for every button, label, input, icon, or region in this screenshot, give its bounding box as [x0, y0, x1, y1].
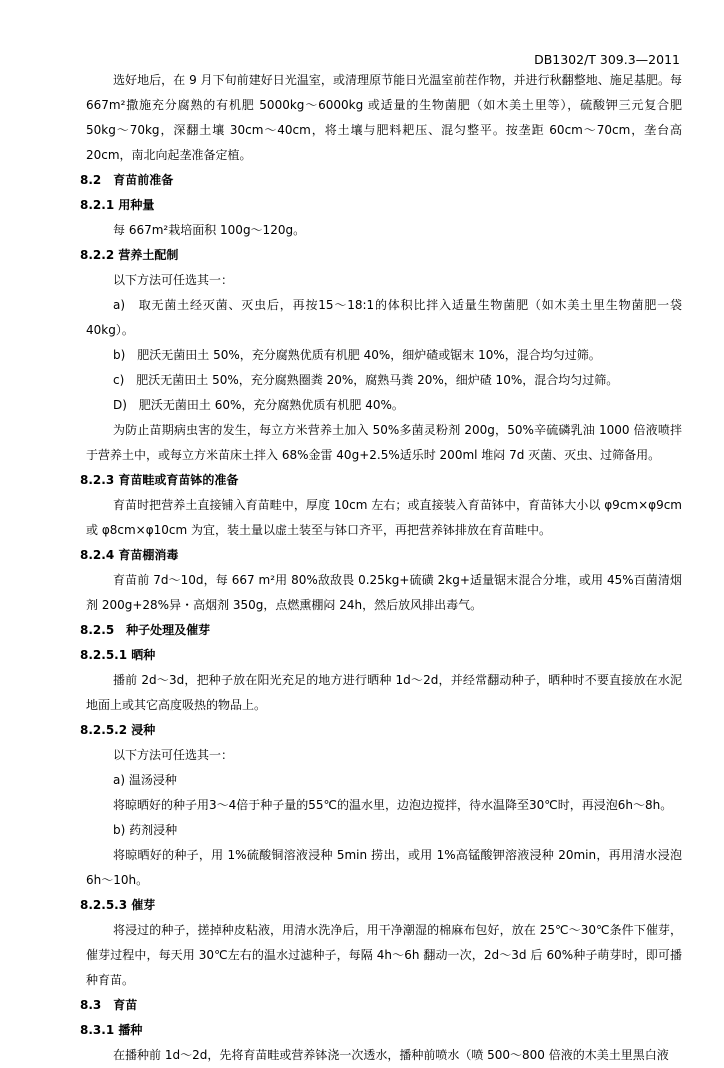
subsection-heading: 8.2.5 种子处理及催芽: [80, 623, 211, 637]
subsection-heading: 8.2.5.1 晒种: [80, 648, 156, 662]
subsection-heading: 8.2.3 育苗畦或育苗钵的准备: [80, 473, 239, 487]
paragraph: 以下方法可任选其一：: [113, 748, 234, 762]
paragraph: 为防止苗期病虫害的发生，每立方米营养土加入 50%多菌灵粉剂 200g，50%辛硫磷乳油 1000 倍液喷拌于营养土中，或每立方米苗床土拌入 68%金雷 40g+2.5%适乐时 200ml 堆闷 7d 灭菌、灭虫、过筛备用。: [86, 423, 682, 462]
paragraph: 选好地后，在 9 月下旬前建好日光温室，或清理原节能日光温室前茬作物，并进行秋翻整地、施足基肥。每 667m²撒施充分腐熟的有机肥 5000kg～6000kg 或适量的生物菌肥（如木美土里等），硫酸钾三元复合肥 50kg～70kg，深翻土壤 30cm～40cm，将土壤与肥料耙压、混匀整平。按垄距 60cm～70cm，垄台高 20cm，南北向起垄准备定植。: [86, 73, 682, 162]
document-body: [80, 68, 682, 1068]
document-id: DB1302/T 309.3—2011: [534, 52, 680, 67]
list-item: c) 肥沃无菌田土 50%，充分腐熟圈粪 20%，腐熟马粪 20%，细炉碴 10%，混合均匀过筛。: [113, 373, 619, 387]
list-item: a) 取无菌土经灭菌、灭虫后，再按15～18:1的体积比拌入适量生物菌肥（如木美土里生物菌肥一袋40kg）。: [86, 298, 682, 337]
section-heading: 8.3 育苗: [80, 998, 138, 1012]
subsection-heading: 8.2.4 育苗棚消毒: [80, 548, 179, 562]
paragraph: 将浸过的种子，搓掉种皮粘液，用清水洗净后，用干净潮湿的棉麻布包好，放在 25℃～30℃条件下催芽，催芽过程中，每天用 30℃左右的温水过滤种子，每隔 4h～6h 翻动一次，2d～3d 后 60%种子萌芽时，即可播种育苗。: [86, 923, 682, 987]
paragraph: 育苗前 7d～10d，每 667 m²用 80%敌敌畏 0.25kg+硫磺 2kg+适量锯末混合分堆，或用 45%百菌清烟剂 200g+28%异・高烟剂 350g，点燃熏棚闷 24h，然后放风排出毒气。: [86, 573, 682, 612]
subsection-heading: 8.3.1 播种: [80, 1023, 143, 1037]
paragraph: 每 667m²栽培面积 100g～120g。: [113, 223, 306, 237]
list-item: b) 肥沃无菌田土 50%，充分腐熟优质有机肥 40%，细炉碴或锯末 10%，混合均匀过筛。: [113, 348, 601, 362]
subsection-heading: 8.2.5.2 浸种: [80, 723, 156, 737]
list-item: b) 药剂浸种: [113, 823, 178, 837]
paragraph: 育苗时把营养土直接铺入育苗畦中，厚度 10cm 左右；或直接装入育苗钵中，育苗钵大小以 φ9cm×φ9cm 或 φ8cm×φ10cm 为宜，装土量以虚土装至与钵口齐平，再把营养钵排放在育苗畦中。: [86, 498, 682, 537]
subsection-heading: 8.2.5.3 催芽: [80, 898, 156, 912]
subsection-heading: 8.2.2 营养土配制: [80, 248, 179, 262]
paragraph: 在播种前 1d～2d，先将育苗畦或营养钵浇一次透水，播种前喷水（喷 500～800 倍液的木美土里黑白液: [113, 1048, 669, 1062]
paragraph: 播前 2d～3d，把种子放在阳光充足的地方进行晒种 1d～2d，并经常翻动种子，晒种时不要直接放在水泥地面上或其它高度吸热的物品上。: [86, 673, 682, 712]
list-item: a) 温汤浸种: [113, 773, 177, 787]
paragraph: 以下方法可任选其一：: [113, 273, 234, 287]
paragraph: 将晾晒好的种子用3～4倍于种子量的55℃的温水里，边泡边搅拌，待水温降至30℃时，再浸泡6h～8h。: [113, 798, 673, 812]
paragraph: 将晾晒好的种子，用 1%硫酸铜溶液浸种 5min 捞出，或用 1%高锰酸钾溶液浸种 20min，再用清水浸泡6h～10h。: [86, 848, 682, 887]
list-item: D) 肥沃无菌田土 60%，充分腐熟优质有机肥 40%。: [113, 398, 404, 412]
subsection-heading: 8.2.1 用种量: [80, 198, 155, 212]
section-heading: 8.2 育苗前准备: [80, 173, 174, 187]
